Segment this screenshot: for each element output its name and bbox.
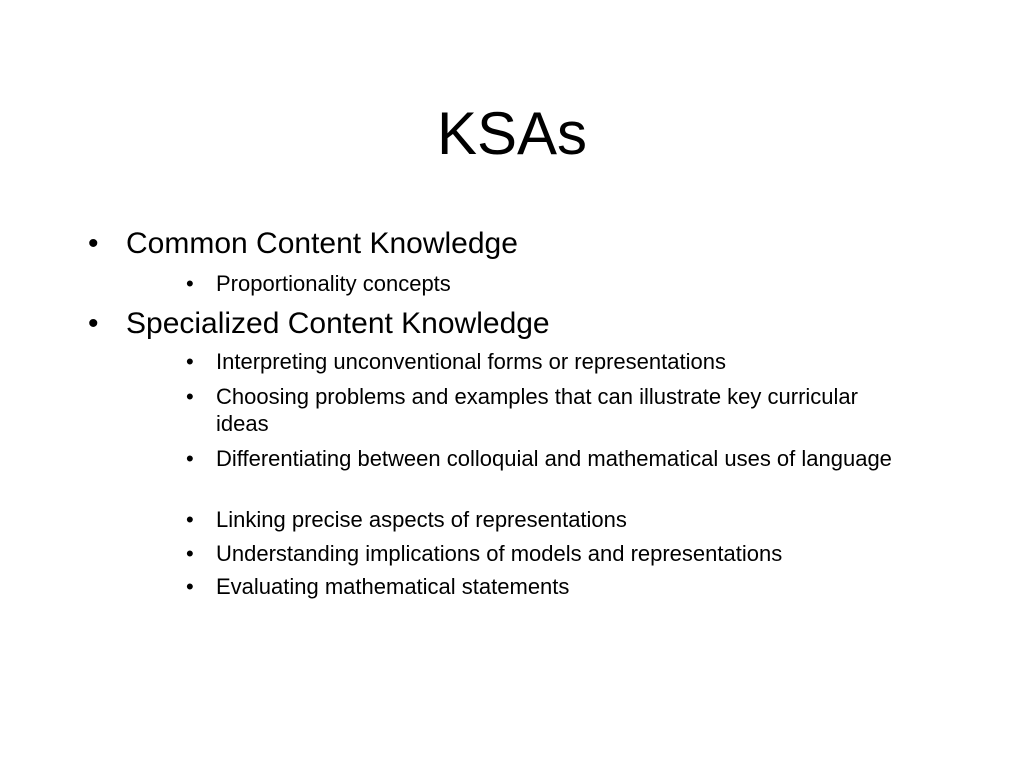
sub-bullet-choosing-problems — [186, 383, 906, 437]
sub-bullet-label: Interpreting unconventional forms or representations — [216, 349, 726, 374]
sub-bullet-icon: • — [186, 384, 194, 409]
bullet-icon: • — [88, 307, 99, 340]
sub-bullet-icon: • — [186, 574, 194, 599]
sub-bullet-icon: • — [186, 446, 194, 471]
sub-bullet-label: Choosing problems and examples that can illustrate key curricular ideas — [216, 384, 858, 436]
sub-bullet-interpreting — [186, 348, 906, 375]
sub-bullet-evaluating — [186, 573, 906, 600]
bullet-label: Common Content Knowledge — [126, 227, 518, 260]
sub-bullet-proportionality — [186, 270, 906, 297]
sub-bullet-label: Understanding implications of models and representations — [216, 541, 783, 566]
bullet-label: Specialized Content Knowledge — [126, 307, 550, 340]
sub-bullet-linking — [186, 506, 906, 533]
bullet-icon: • — [88, 227, 99, 260]
sub-bullet-differentiating — [186, 445, 906, 472]
sub-bullet-icon: • — [186, 541, 194, 566]
sub-bullet-label: Linking precise aspects of representations — [216, 507, 627, 532]
sub-bullet-label: Differentiating between colloquial and mathematical uses of language — [216, 446, 892, 471]
sub-bullet-understanding — [186, 540, 906, 567]
sub-bullet-label: Proportionality concepts — [216, 271, 451, 296]
slide-title: KSAs — [436, 100, 588, 167]
sub-bullet-icon: • — [186, 349, 194, 374]
sub-bullet-icon: • — [186, 271, 194, 296]
sub-bullet-icon: • — [186, 507, 194, 532]
sub-bullet-label: Evaluating mathematical statements — [216, 574, 570, 599]
